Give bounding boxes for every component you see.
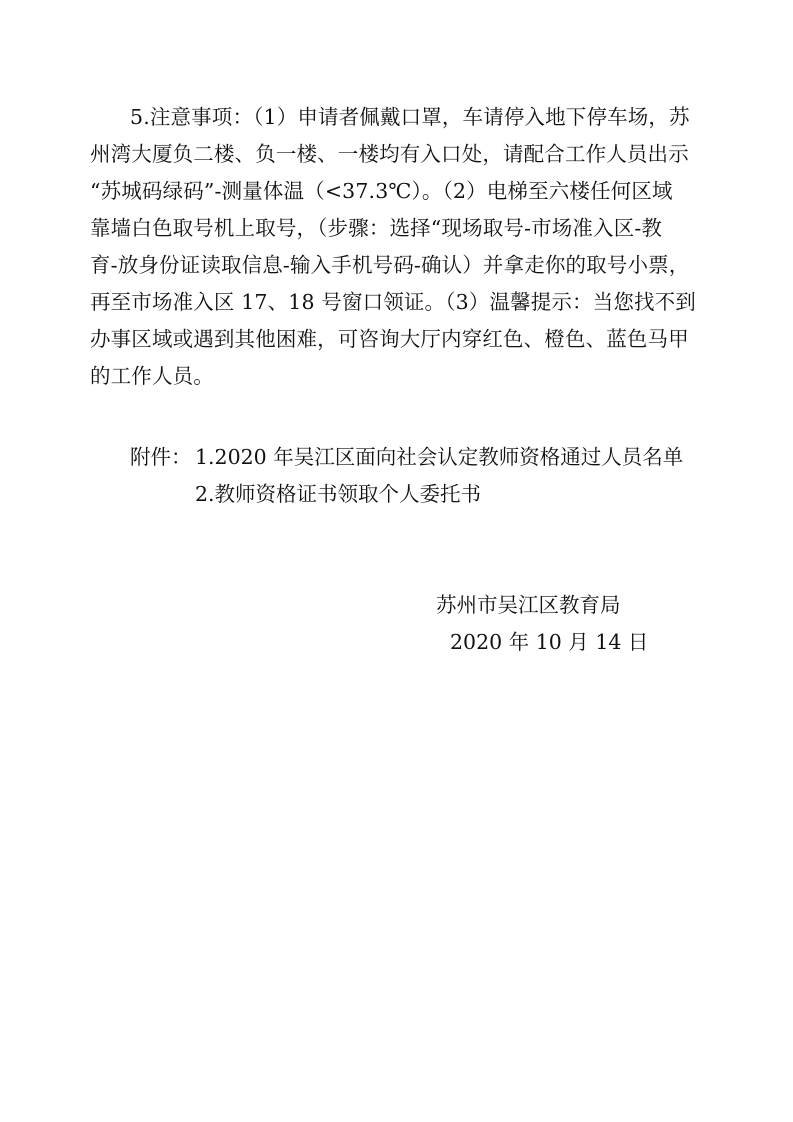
signature-org: 苏州市吴江区教育局: [436, 593, 621, 617]
signature-date: 2020 年 10 月 14 日: [450, 630, 649, 654]
notice-line-2: 州湾大厦负二楼、负一楼、一楼均有入口处，请配合工作人员出示: [90, 142, 689, 166]
notice-line-8: 的工作人员。: [90, 364, 214, 388]
notice-line-7: 办事区域或遇到其他困难，可咨询大厅内穿红色、橙色、蓝色马甲: [90, 327, 689, 351]
attachment-item-1: 1.2020 年吴江区面向社会认定教师资格通过人员名单: [195, 445, 684, 469]
notice-line-1: 5.注意事项：（1）申请者佩戴口罩，车请停入地下停车场，苏: [130, 105, 690, 129]
notice-line-4: 靠墙白色取号机上取号，（步骤：选择“现场取号-市场准入区-教: [90, 216, 663, 240]
attachments-label: 附件：: [130, 445, 192, 469]
attachment-item-2: 2.教师资格证书领取个人委托书: [195, 482, 482, 506]
notice-line-6: 再至市场准入区 17、18 号窗口领证。（3）温馨提示：当您找不到: [90, 290, 696, 314]
notice-line-3: “苏城码绿码”-测量体温（<37.3℃）。（2）电梯至六楼任何区域: [90, 179, 673, 203]
notice-line-5: 育-放身份证读取信息-输入手机号码-确认）并拿走你的取号小票，: [90, 253, 690, 277]
